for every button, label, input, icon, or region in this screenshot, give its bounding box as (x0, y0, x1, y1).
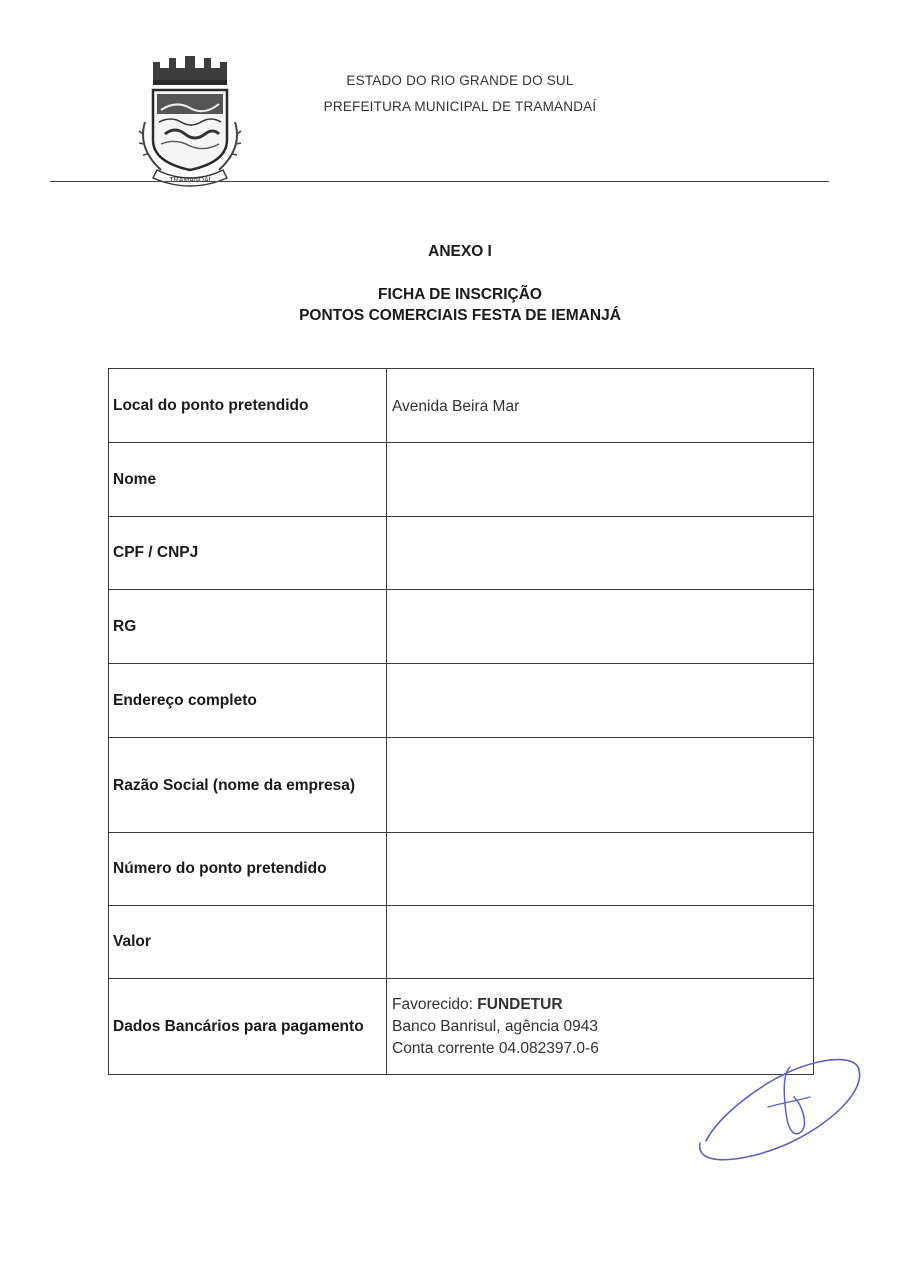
form-subtitle: PONTOS COMERCIAIS FESTA DE IEMANJÁ (299, 307, 621, 324)
form-row-spot-number (109, 833, 814, 906)
form-row-name (109, 443, 814, 517)
form-row-cpf-cnpj (109, 517, 814, 590)
bank-name-line: Banco Banrisul, agência 0943 (392, 1017, 598, 1035)
field-label-location: Local do ponto pretendido (109, 369, 387, 443)
field-label-company-name: Razão Social (nome da empresa) (109, 738, 387, 833)
form-row-price (109, 906, 814, 979)
bank-beneficiary: FUNDETUR (477, 995, 563, 1013)
bank-account-line: Conta corrente 04.082397.0-6 (392, 1039, 599, 1057)
field-value-rg[interactable] (387, 590, 814, 664)
handwritten-signature (690, 1045, 870, 1170)
field-value-location[interactable]: Avenida Beira Mar (387, 369, 814, 443)
field-value-price[interactable] (387, 906, 814, 979)
registration-form-table (108, 368, 814, 1075)
field-label-bank-details: Dados Bancários para pagamento (109, 979, 387, 1075)
bank-beneficiary-line (392, 994, 809, 1016)
coat-of-arms-ribbon-text: TRAMANDAÍ (169, 177, 211, 184)
header-state: ESTADO DO RIO GRANDE DO SUL (346, 73, 574, 88)
field-label-price: Valor (109, 906, 387, 979)
field-value-cpf-cnpj[interactable] (387, 517, 814, 590)
field-value-address[interactable] (387, 664, 814, 738)
field-label-name: Nome (109, 443, 387, 517)
field-value-name[interactable] (387, 443, 814, 517)
header-municipality: PREFEITURA MUNICIPAL DE TRAMANDAÍ (323, 99, 597, 114)
field-label-rg: RG (109, 590, 387, 664)
annex-title: ANEXO I (428, 243, 492, 260)
field-label-spot-number: Número do ponto pretendido (109, 833, 387, 906)
header-divider (50, 181, 829, 182)
field-label-address: Endereço completo (109, 664, 387, 738)
form-row-company-name (109, 738, 814, 833)
field-value-company-name[interactable] (387, 738, 814, 833)
form-row-rg (109, 590, 814, 664)
form-row-location (109, 369, 814, 443)
field-label-cpf-cnpj: CPF / CNPJ (109, 517, 387, 590)
field-value-spot-number[interactable] (387, 833, 814, 906)
form-title: FICHA DE INSCRIÇÃO (378, 286, 542, 303)
bank-beneficiary-label: Favorecido: (392, 995, 478, 1013)
form-row-address (109, 664, 814, 738)
